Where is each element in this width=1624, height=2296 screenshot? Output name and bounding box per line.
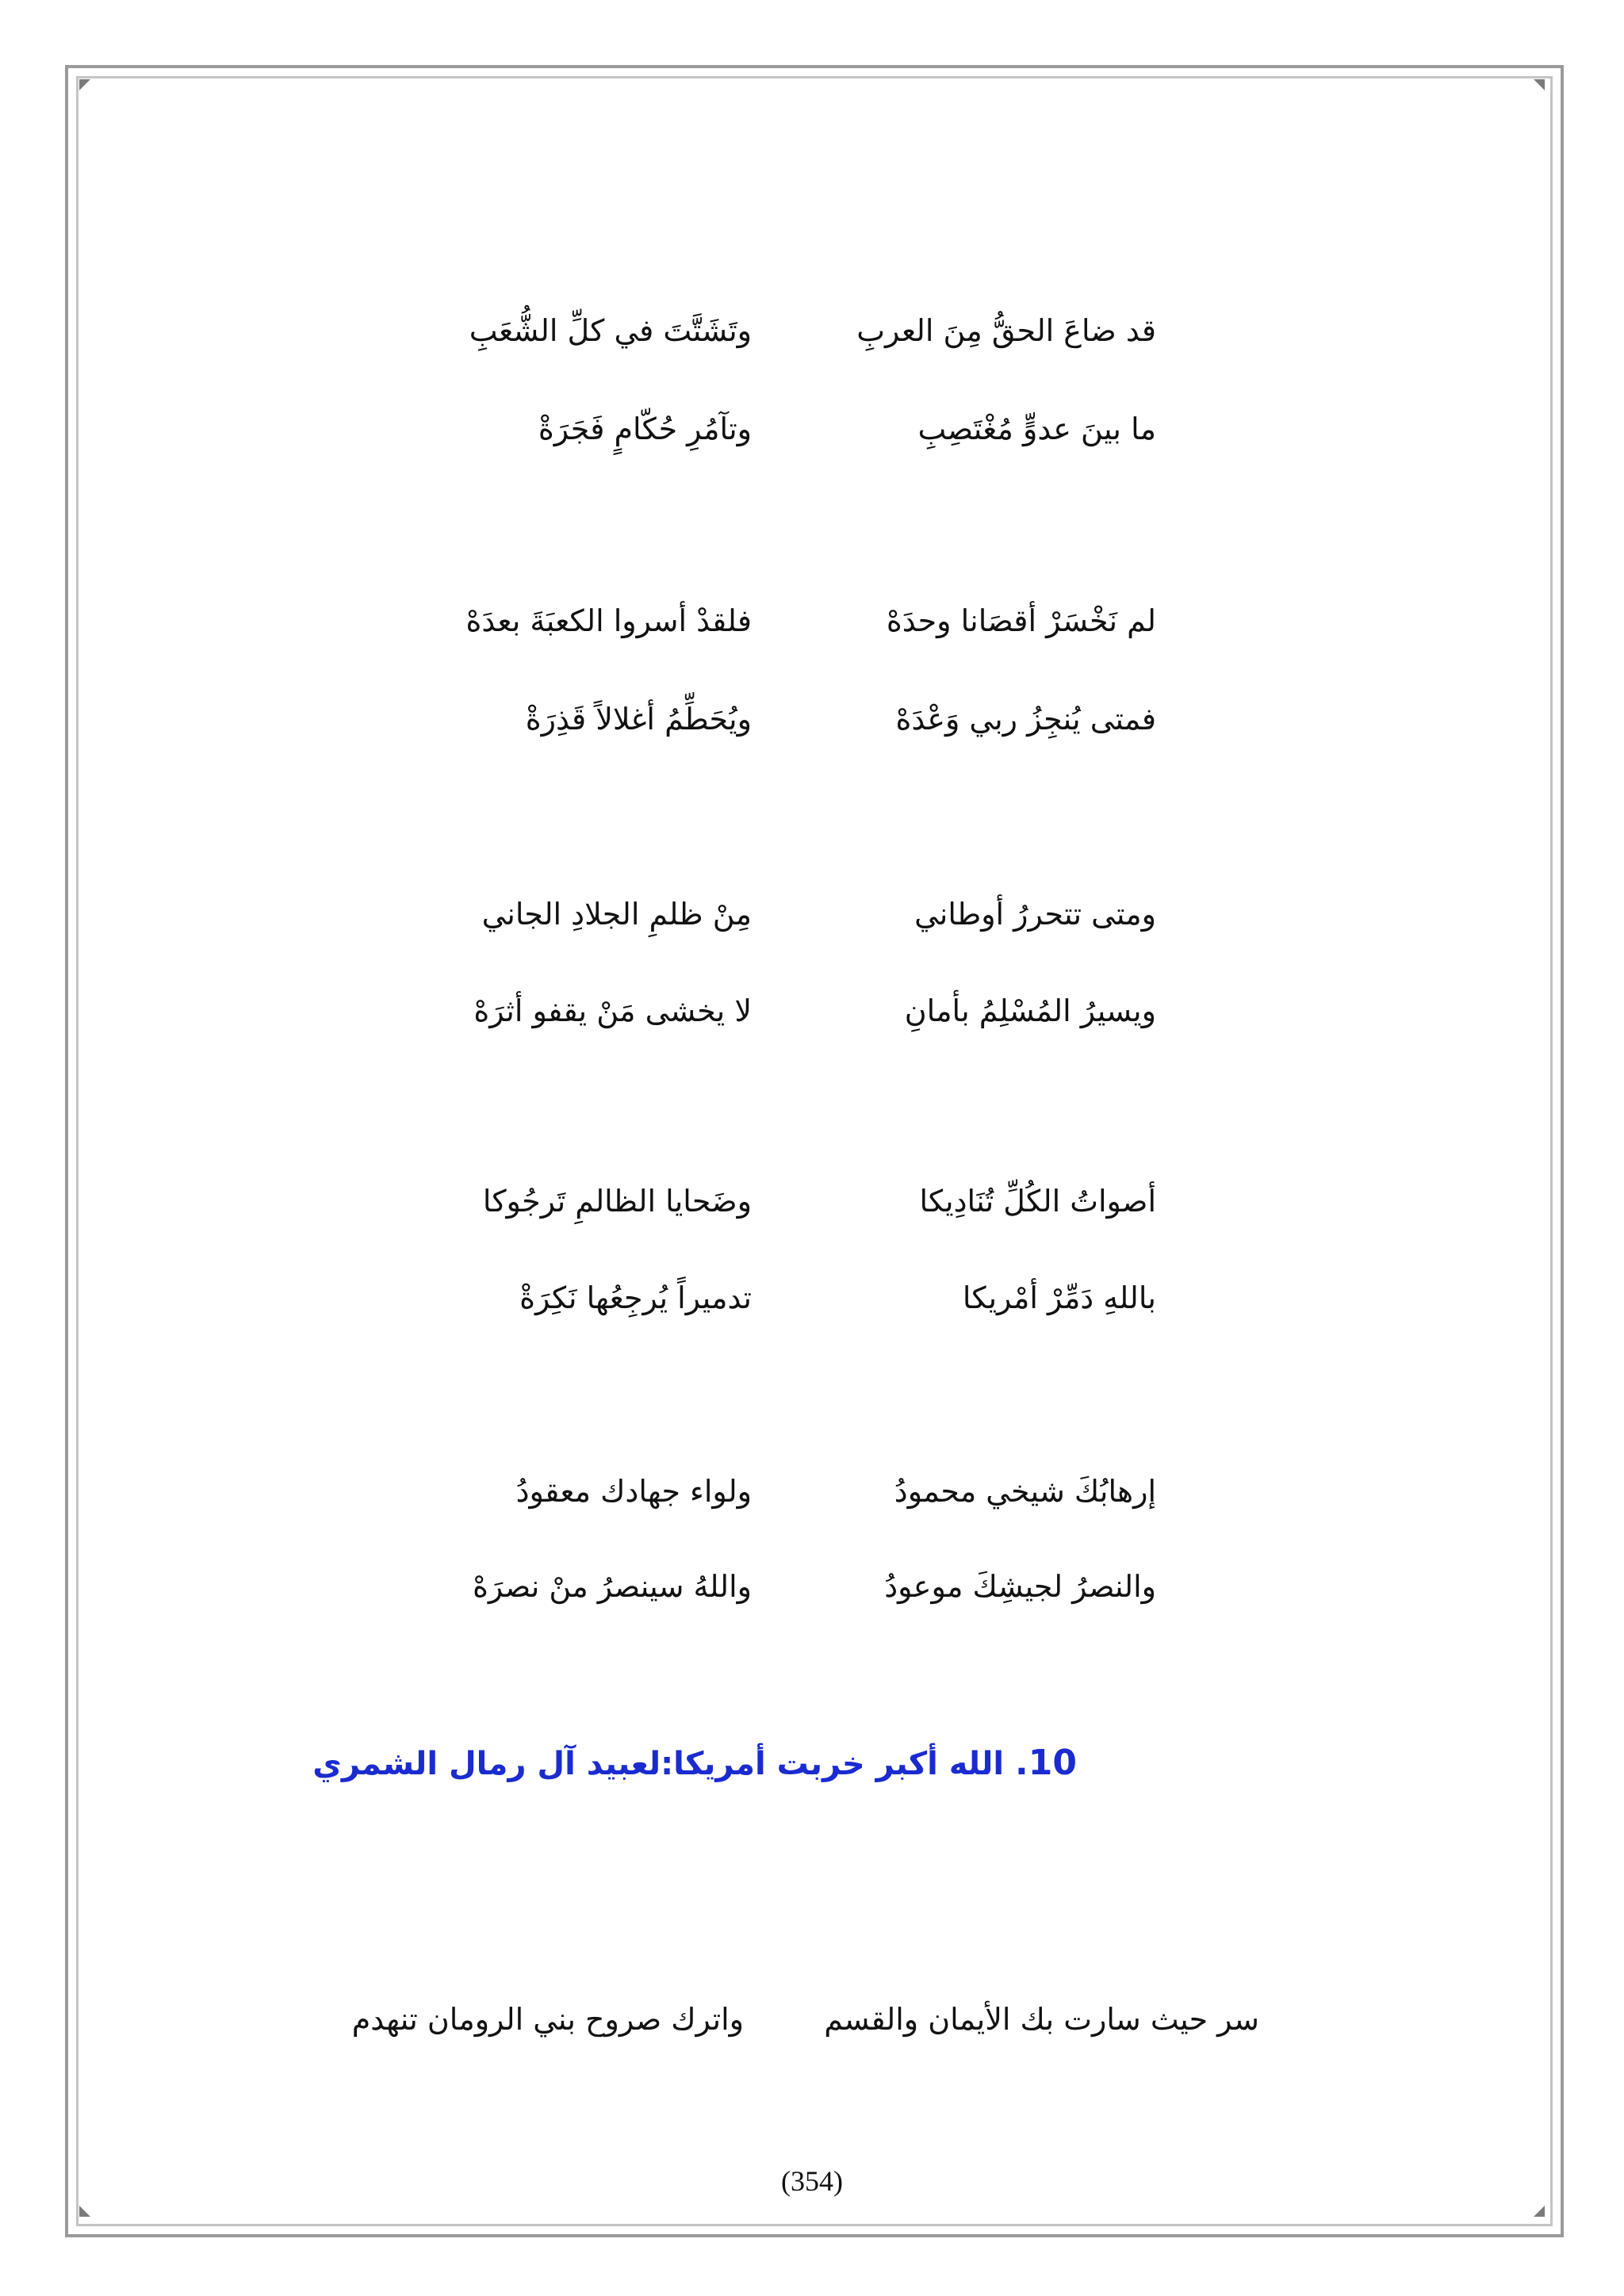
- section-number: 10.: [1015, 1743, 1077, 1783]
- verse-right-hemistich: إرهابُكَ شيخي محمودُ: [894, 1474, 1156, 1509]
- corner-ornament-top-left: [79, 79, 90, 90]
- section-title: الله أكبر خربت أمريكا:لعبيد آل رمال الشمري: [312, 1746, 1005, 1782]
- verse-right-hemistich: باللهِ دَمِّرْ أمْريكا: [962, 1280, 1156, 1315]
- verse-left-hemistich: فلقدْ أسروا الكعبَةَ بعدَهْ: [465, 603, 752, 638]
- verse-left-hemistich: ولواء جهادك معقودُ: [515, 1474, 752, 1509]
- verse-right-hemistich: ما بينَ عدوٍّ مُغْتَصِبِ: [917, 411, 1156, 446]
- verse-right-hemistich: قد ضاعَ الحقُّ مِنَ العربِ: [856, 313, 1156, 348]
- verse-left-hemistich: مِنْ ظلمِ الجلادِ الجاني: [481, 897, 752, 932]
- verse-left-hemistich: ويُحَطِّمُ أغلالاً قَذِرَةْ: [525, 702, 752, 737]
- verse-right-hemistich: لم نَخْسَرْ أقصَانا وحدَهْ: [886, 603, 1156, 638]
- verse-left-hemistich: وتآمُرِ حُكّامٍ فَجَرَةْ: [538, 411, 752, 446]
- page-frame-inner: [76, 76, 1553, 2226]
- verse-left-hemistich: وضَحايا الظالمِ تَرجُوكا: [482, 1184, 752, 1219]
- page-number: (354): [781, 2165, 843, 2197]
- section-heading: [312, 1743, 1077, 1783]
- verse-right-hemistich: فمتى يُنجِزُ ربي وَعْدَهْ: [895, 702, 1156, 737]
- corner-ornament-top-right: [1534, 79, 1545, 90]
- verse-left-hemistich: واترك صروح بني الرومان تنهدم: [351, 2002, 744, 2037]
- verse-right-hemistich: ومتى تتحررُ أوطاني: [914, 897, 1156, 932]
- corner-ornament-bottom-right: [1534, 2206, 1545, 2217]
- verse-left-hemistich: لا يخشى مَنْ يقفو أثرَهْ: [473, 993, 752, 1028]
- verse-right-hemistich: سر حيث سارت بك الأيمان والقسم: [824, 2002, 1259, 2037]
- corner-ornament-bottom-left: [79, 2206, 90, 2217]
- verse-right-hemistich: أصواتُ الكُلِّ تُنَادِيكا: [919, 1184, 1156, 1219]
- verse-right-hemistich: والنصرُ لجيشِكَ موعودُ: [884, 1569, 1156, 1604]
- verse-left-hemistich: وتَشَتَّتَ في كلِّ الشُّعَبِ: [469, 313, 752, 348]
- verse-right-hemistich: ويسيرُ المُسْلِمُ بأمانِ: [904, 993, 1156, 1028]
- verse-left-hemistich: واللهُ سينصرُ منْ نصرَهْ: [472, 1569, 752, 1604]
- verse-left-hemistich: تدميراً يُرجِعُها نَكِرَةْ: [519, 1280, 752, 1315]
